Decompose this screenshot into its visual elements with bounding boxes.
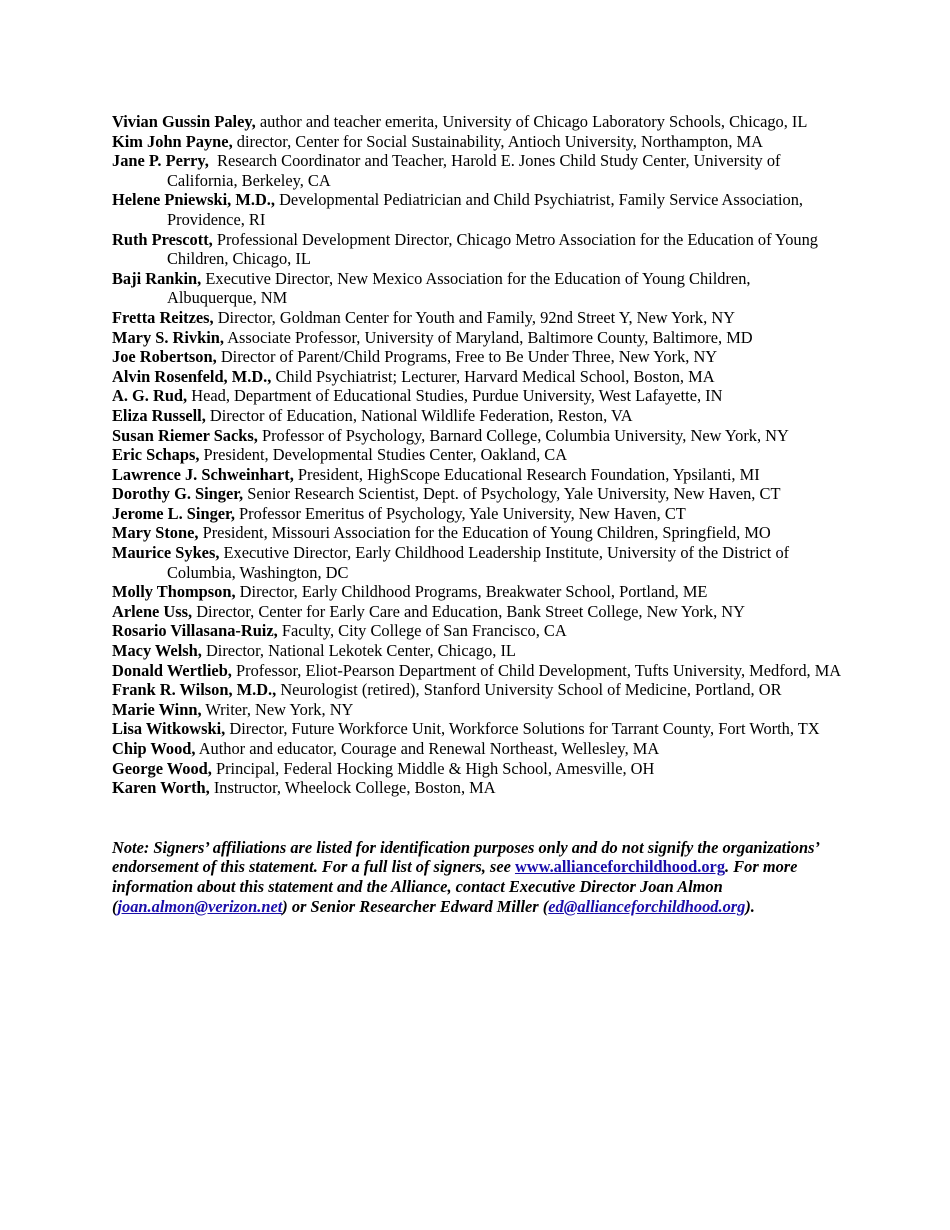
signer-affiliation: Director, National Lekotek Center, Chicago, IL bbox=[201, 641, 516, 661]
signer-affiliation: Executive Director, New Mexico Association for the Education of Young Children, Albuquerque, NM bbox=[167, 268, 754, 308]
signer-affiliation: Author and educator, Courage and Renewal Northeast, Wellesley, MA bbox=[195, 739, 660, 758]
signer-name: Mary S. Rivkin, bbox=[112, 327, 225, 347]
signer-affiliation: Neurologist (retired), Stanford University School of Medicine, Portland, OR bbox=[276, 680, 782, 700]
signer-entry bbox=[112, 112, 842, 132]
signer-entry bbox=[112, 386, 842, 406]
signer-entry bbox=[112, 445, 842, 465]
signer-affiliation: Developmental Pediatrician and Child Psychiatrist, Family Service Association, Providence, RI bbox=[167, 190, 808, 229]
signer-entry bbox=[112, 151, 842, 190]
signer-name: Macy Welsh, bbox=[112, 641, 202, 661]
signer-affiliation: President, Developmental Studies Center, Oakland, CA bbox=[199, 445, 568, 465]
signer-entry bbox=[112, 661, 842, 681]
edward-miller-email-link[interactable]: ed@allianceforchildhood.org bbox=[548, 896, 746, 916]
signer-affiliation: Director, Center for Early Care and Education, Bank Street College, New York, NY bbox=[192, 601, 745, 621]
signer-name: Donald Wertlieb, bbox=[112, 660, 232, 680]
note-text-1: Note: Signers’ affiliations are listed for identification purposes only and do not signify the organizations’ endorsement of this statement. For a full list of signers, see bbox=[112, 837, 819, 877]
signer-entry bbox=[112, 621, 842, 641]
signer-name: Karen Worth, bbox=[112, 778, 210, 798]
signer-name: Maurice Sykes, bbox=[112, 543, 220, 563]
signer-name: Rosario Villasana-Ruiz, bbox=[112, 621, 278, 641]
signer-entry bbox=[112, 190, 842, 229]
signer-name: Molly Thompson, bbox=[112, 582, 236, 602]
signer-affiliation: Director, Goldman Center for Youth and Family, 92nd Street Y, New York, NY bbox=[213, 307, 735, 327]
signer-list bbox=[112, 112, 842, 798]
signer-name: Eliza Russell, bbox=[112, 405, 206, 425]
signer-entry bbox=[112, 602, 842, 622]
signer-affiliation: director, Center for Social Sustainability, Antioch University, Northampton, MA bbox=[232, 131, 763, 151]
signer-affiliation: Principal, Federal Hocking Middle & High School, Amesville, OH bbox=[211, 758, 655, 778]
signer-affiliation: President, HighScope Educational Research Foundation, Ypsilanti, MI bbox=[293, 464, 760, 484]
signer-affiliation: Instructor, Wheelock College, Boston, MA bbox=[209, 778, 496, 798]
note-text-3: ) or Senior Researcher Edward Miller ( bbox=[282, 896, 549, 916]
signer-name: Kim John Payne, bbox=[112, 131, 233, 151]
signer-affiliation: Professor, Eliot-Pearson Department of Child Development, Tufts University, Medford, MA bbox=[231, 660, 842, 680]
signer-entry bbox=[112, 347, 842, 367]
signer-affiliation: Faculty, City College of San Francisco, CA bbox=[277, 621, 567, 641]
signer-name: Lawrence J. Schweinhart, bbox=[112, 464, 294, 484]
signer-entry bbox=[112, 700, 842, 720]
signer-affiliation: Director, Future Workforce Unit, Workforce Solutions for Tarrant County, Fort Worth, TX bbox=[225, 719, 820, 739]
signer-name: Baji Rankin, bbox=[112, 268, 202, 288]
alliance-website-link[interactable]: www.allianceforchildhood.org bbox=[514, 857, 726, 877]
signer-entry bbox=[112, 132, 842, 152]
signer-entry bbox=[112, 308, 842, 328]
signer-affiliation: Director, Early Childhood Programs, Breakwater School, Portland, ME bbox=[235, 582, 708, 602]
signer-affiliation: Director of Parent/Child Programs, Free to Be Under Three, New York, NY bbox=[216, 347, 718, 367]
signer-affiliation: Research Coordinator and Teacher, Harold E. Jones Child Study Center, University of California, Berkeley, CA bbox=[167, 151, 785, 190]
signer-name: Fretta Reitzes, bbox=[112, 307, 214, 327]
signer-affiliation: Professional Development Director, Chicago Metro Association for the Education of Young Children, Chicago, IL bbox=[167, 229, 823, 269]
signer-entry bbox=[112, 680, 842, 700]
signer-entry bbox=[112, 543, 842, 582]
signer-name: Helene Pniewski, M.D., bbox=[112, 190, 275, 210]
signer-entry bbox=[112, 426, 842, 446]
signer-name: Ruth Prescott, bbox=[112, 229, 213, 249]
signer-name: Marie Winn, bbox=[112, 699, 202, 719]
note-paragraph bbox=[112, 838, 842, 916]
signer-affiliation: Senior Research Scientist, Dept. of Psychology, Yale University, New Haven, CT bbox=[243, 484, 781, 504]
signer-name: A. G. Rud, bbox=[112, 386, 188, 406]
signer-affiliation: Head, Department of Educational Studies, Purdue University, West Lafayette, IN bbox=[187, 386, 723, 406]
signer-name: Dorothy G. Singer, bbox=[112, 484, 244, 504]
signer-entry bbox=[112, 582, 842, 602]
signer-affiliation: President, Missouri Association for the Education of Young Children, Springfield, MO bbox=[198, 523, 771, 543]
note-text-4: ). bbox=[745, 896, 755, 916]
signer-entry bbox=[112, 739, 842, 759]
signer-affiliation: Director of Education, National Wildlife Federation, Reston, VA bbox=[205, 405, 633, 425]
signer-name: Eric Schaps, bbox=[112, 445, 200, 465]
signer-name: Mary Stone, bbox=[112, 523, 199, 543]
signer-name: George Wood, bbox=[112, 758, 212, 778]
signer-name: Alvin Rosenfeld, M.D., bbox=[112, 366, 272, 386]
note-text-2: . For more information about this statement and the Alliance, contact Executive Director Joan Almon ( bbox=[112, 857, 798, 916]
signer-name: Jerome L. Singer, bbox=[112, 503, 235, 523]
joan-almon-email-link[interactable]: joan.almon@verizon.net bbox=[117, 896, 283, 916]
signer-entry bbox=[112, 269, 842, 308]
signer-affiliation: Executive Director, Early Childhood Leadership Institute, University of the District of Columbia, Washington, DC bbox=[167, 543, 794, 582]
signer-entry bbox=[112, 465, 842, 485]
signer-affiliation: Child Psychiatrist; Lecturer, Harvard Medical School, Boston, MA bbox=[271, 366, 715, 386]
signer-name: Jane P. Perry, bbox=[112, 151, 209, 171]
signer-name: Frank R. Wilson, M.D., bbox=[112, 680, 277, 700]
signer-entry bbox=[112, 230, 842, 269]
signer-entry bbox=[112, 719, 842, 739]
signer-name: Lisa Witkowski, bbox=[112, 719, 226, 739]
signer-name: Susan Riemer Sacks, bbox=[112, 425, 258, 445]
signer-affiliation: author and teacher emerita, University of Chicago Laboratory Schools, Chicago, IL bbox=[255, 112, 808, 131]
signer-affiliation: Writer, New York, NY bbox=[201, 699, 354, 719]
signer-entry bbox=[112, 406, 842, 426]
signer-affiliation: Professor of Psychology, Barnard College, Columbia University, New York, NY bbox=[257, 425, 789, 445]
signer-entry bbox=[112, 484, 842, 504]
signer-entry bbox=[112, 778, 842, 798]
signer-entry bbox=[112, 759, 842, 779]
signer-name: Joe Robertson, bbox=[112, 347, 217, 367]
signer-entry bbox=[112, 504, 842, 524]
signer-affiliation: Professor Emeritus of Psychology, Yale University, New Haven, CT bbox=[234, 503, 686, 523]
document-page bbox=[112, 112, 842, 916]
signer-name: Vivian Gussin Paley, bbox=[112, 112, 256, 131]
signer-entry bbox=[112, 367, 842, 387]
signer-name: Chip Wood, bbox=[112, 739, 196, 758]
signer-name: Arlene Uss, bbox=[112, 601, 193, 621]
signer-entry bbox=[112, 328, 842, 348]
signer-entry bbox=[112, 641, 842, 661]
signer-affiliation: Associate Professor, University of Maryland, Baltimore County, Baltimore, MD bbox=[224, 327, 753, 347]
signer-entry bbox=[112, 523, 842, 543]
